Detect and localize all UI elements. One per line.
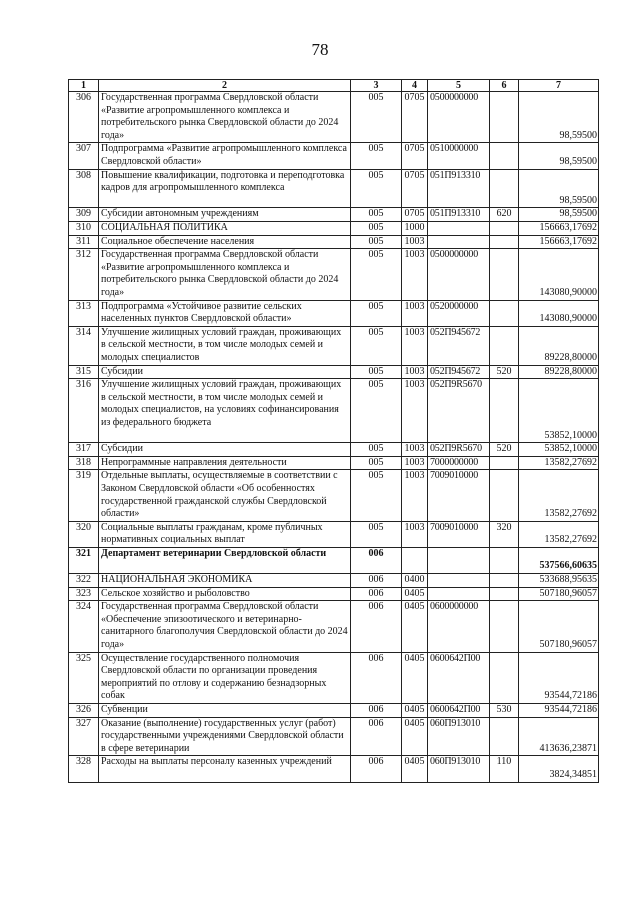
table-row [69, 235, 599, 249]
row-number: 315 [69, 365, 99, 379]
target-code: 051П913310 [428, 169, 490, 208]
row-number: 321 [69, 547, 99, 573]
expense-type-code: 520 [490, 443, 519, 457]
row-name: Повышение квалификации, подготовка и переподготовка кадров для агропромышленного комплекса [99, 169, 351, 208]
ministry-code: 005 [351, 92, 402, 143]
section-code: 0705 [402, 92, 428, 143]
target-code: 060П913010 [428, 717, 490, 756]
row-number: 327 [69, 717, 99, 756]
row-number: 309 [69, 208, 99, 222]
column-header-1: 1 [69, 80, 99, 92]
header-row [69, 80, 599, 92]
row-number: 326 [69, 704, 99, 718]
expense-type-code [490, 92, 519, 143]
row-name: Осуществление государственного полномочия Свердловской области по организации проведения мероприятий по отлову и содержанию безнадзорных собак [99, 652, 351, 703]
expense-type-code [490, 470, 519, 521]
amount: 53852,10000 [519, 443, 599, 457]
row-name: Оказание (выполнение) государственных услуг (работ) государственными учреждениями Свердловской области в сфере ветеринарии [99, 717, 351, 756]
ministry-code: 006 [351, 587, 402, 601]
amount: 13582,27692 [519, 521, 599, 547]
row-name: Субсидии автономным учреждениям [99, 208, 351, 222]
table-row [69, 456, 599, 470]
table-row [69, 587, 599, 601]
table-row [69, 547, 599, 573]
section-code: 1003 [402, 470, 428, 521]
table-row [69, 92, 599, 143]
amount: 89228,80000 [519, 326, 599, 365]
target-code: 0510000000 [428, 143, 490, 169]
section-code: 1003 [402, 379, 428, 443]
amount: 413636,23871 [519, 717, 599, 756]
table-header [69, 80, 599, 92]
ministry-code: 005 [351, 379, 402, 443]
ministry-code: 005 [351, 208, 402, 222]
row-number: 323 [69, 587, 99, 601]
row-name: НАЦИОНАЛЬНАЯ ЭКОНОМИКА [99, 574, 351, 588]
table-body [69, 92, 599, 783]
target-code: 0500000000 [428, 92, 490, 143]
amount: 143080,90000 [519, 249, 599, 300]
target-code: 052П945672 [428, 365, 490, 379]
ministry-code: 006 [351, 574, 402, 588]
section-code: 1003 [402, 249, 428, 300]
amount: 533688,95635 [519, 574, 599, 588]
expense-type-code [490, 249, 519, 300]
expense-type-code [490, 652, 519, 703]
expense-type-code [490, 300, 519, 326]
column-header-5: 5 [428, 80, 490, 92]
row-name: Улучшение жилищных условий граждан, проживающих в сельской местности, в том числе молодых семей и молодых специалистов, на условиях софинансирования из федерального бюджета [99, 379, 351, 443]
ministry-code: 005 [351, 221, 402, 235]
amount: 98,59500 [519, 143, 599, 169]
column-header-2: 2 [99, 80, 351, 92]
section-code: 1003 [402, 443, 428, 457]
row-name: СОЦИАЛЬНАЯ ПОЛИТИКА [99, 221, 351, 235]
expense-type-code [490, 143, 519, 169]
table-row [69, 521, 599, 547]
ministry-code: 005 [351, 300, 402, 326]
table-row [69, 574, 599, 588]
row-name: Социальные выплаты гражданам, кроме публичных нормативных социальных выплат [99, 521, 351, 547]
expense-type-code [490, 456, 519, 470]
page-number: 78 [311, 40, 329, 59]
target-code [428, 547, 490, 573]
amount: 98,59500 [519, 208, 599, 222]
table-row [69, 470, 599, 521]
ministry-code: 005 [351, 249, 402, 300]
expense-type-code [490, 601, 519, 652]
table-row [69, 169, 599, 208]
expense-type-code [490, 379, 519, 443]
amount: 93544,72186 [519, 652, 599, 703]
table-row [69, 208, 599, 222]
ministry-code: 005 [351, 365, 402, 379]
target-code: 051П913310 [428, 208, 490, 222]
table-row [69, 365, 599, 379]
target-code: 0600642П00 [428, 704, 490, 718]
table-row [69, 601, 599, 652]
table-row [69, 652, 599, 703]
table-row [69, 443, 599, 457]
ministry-code: 006 [351, 704, 402, 718]
row-name: Департамент ветеринарии Свердловской области [99, 547, 351, 573]
amount: 143080,90000 [519, 300, 599, 326]
ministry-code: 006 [351, 601, 402, 652]
row-number: 310 [69, 221, 99, 235]
row-name: Улучшение жилищных условий граждан, проживающих в сельской местности, в том числе молодых семей и молодых специалистов [99, 326, 351, 365]
ministry-code: 005 [351, 235, 402, 249]
target-code: 0600642П00 [428, 652, 490, 703]
target-code: 0500000000 [428, 249, 490, 300]
table-row [69, 221, 599, 235]
section-code: 0405 [402, 717, 428, 756]
expense-type-code: 620 [490, 208, 519, 222]
expense-type-code [490, 547, 519, 573]
target-code [428, 587, 490, 601]
section-code: 0400 [402, 574, 428, 588]
ministry-code: 006 [351, 756, 402, 782]
row-number: 319 [69, 470, 99, 521]
expense-type-code: 320 [490, 521, 519, 547]
amount: 53852,10000 [519, 379, 599, 443]
row-number: 312 [69, 249, 99, 300]
row-name: Государственная программа Свердловской области «Развитие агропромышленного комплекса и потребительского рынка Свердловской области до 2024 года» [99, 92, 351, 143]
ministry-code: 005 [351, 521, 402, 547]
row-number: 325 [69, 652, 99, 703]
table-row [69, 249, 599, 300]
section-code: 0405 [402, 652, 428, 703]
target-code: 052П9R5670 [428, 443, 490, 457]
ministry-code: 006 [351, 717, 402, 756]
section-code: 1003 [402, 456, 428, 470]
amount: 13582,27692 [519, 470, 599, 521]
expense-type-code [490, 221, 519, 235]
row-name: Подпрограмма «Устойчивое развитие сельских населенных пунктов Свердловской области» [99, 300, 351, 326]
table-row [69, 717, 599, 756]
row-name: Отдельные выплаты, осуществляемые в соответствии с Законом Свердловской области «Об особенностях государственной гражданской службы Свердловской области» [99, 470, 351, 521]
target-code: 052П9R5670 [428, 379, 490, 443]
expense-type-code [490, 574, 519, 588]
row-name: Сельское хозяйство и рыболовство [99, 587, 351, 601]
section-code: 0705 [402, 143, 428, 169]
section-code: 1003 [402, 300, 428, 326]
row-number: 320 [69, 521, 99, 547]
row-number: 317 [69, 443, 99, 457]
row-name: Субсидии [99, 365, 351, 379]
target-code: 0600000000 [428, 601, 490, 652]
target-code: 7009010000 [428, 470, 490, 521]
expense-type-code [490, 587, 519, 601]
section-code: 0705 [402, 208, 428, 222]
amount: 507180,96057 [519, 587, 599, 601]
section-code: 0405 [402, 704, 428, 718]
column-header-4: 4 [402, 80, 428, 92]
expense-type-code: 530 [490, 704, 519, 718]
table-row [69, 379, 599, 443]
target-code: 052П945672 [428, 326, 490, 365]
ministry-code: 005 [351, 169, 402, 208]
table-row [69, 704, 599, 718]
column-header-3: 3 [351, 80, 402, 92]
budget-table [68, 79, 599, 783]
row-number: 316 [69, 379, 99, 443]
target-code: 060П913010 [428, 756, 490, 782]
row-number: 308 [69, 169, 99, 208]
section-code: 1003 [402, 521, 428, 547]
amount: 3824,34851 [519, 756, 599, 782]
table-row [69, 300, 599, 326]
row-number: 314 [69, 326, 99, 365]
amount: 537566,60635 [519, 547, 599, 573]
row-number: 328 [69, 756, 99, 782]
target-code: 0520000000 [428, 300, 490, 326]
target-code: 7000000000 [428, 456, 490, 470]
section-code: 0405 [402, 756, 428, 782]
row-number: 324 [69, 601, 99, 652]
ministry-code: 005 [351, 470, 402, 521]
amount: 156663,17692 [519, 235, 599, 249]
row-number: 322 [69, 574, 99, 588]
row-name: Подпрограмма «Развитие агропромышленного комплекса Свердловской области» [99, 143, 351, 169]
row-name: Непрограммные направления деятельности [99, 456, 351, 470]
amount: 98,59500 [519, 92, 599, 143]
amount: 89228,80000 [519, 365, 599, 379]
target-code [428, 574, 490, 588]
table-row [69, 326, 599, 365]
row-name: Государственная программа Свердловской области «Развитие агропромышленного комплекса и потребительского рынка Свердловской области до 2024 года» [99, 249, 351, 300]
section-code: 1003 [402, 235, 428, 249]
expense-type-code: 110 [490, 756, 519, 782]
row-number: 307 [69, 143, 99, 169]
row-name: Социальное обеспечение населения [99, 235, 351, 249]
amount: 156663,17692 [519, 221, 599, 235]
ministry-code: 005 [351, 443, 402, 457]
expense-type-code [490, 326, 519, 365]
ministry-code: 006 [351, 652, 402, 703]
target-code: 7009010000 [428, 521, 490, 547]
section-code: 0705 [402, 169, 428, 208]
row-number: 311 [69, 235, 99, 249]
row-number: 313 [69, 300, 99, 326]
row-name: Расходы на выплаты персоналу казенных учреждений [99, 756, 351, 782]
expense-type-code [490, 235, 519, 249]
amount: 93544,72186 [519, 704, 599, 718]
ministry-code: 005 [351, 326, 402, 365]
amount: 98,59500 [519, 169, 599, 208]
target-code [428, 221, 490, 235]
amount: 13582,27692 [519, 456, 599, 470]
column-header-7: 7 [519, 80, 599, 92]
row-number: 306 [69, 92, 99, 143]
amount: 507180,96057 [519, 601, 599, 652]
row-name: Субвенции [99, 704, 351, 718]
row-name: Государственная программа Свердловской области «Обеспечение эпизоотического и ветеринарно-санитарного благополучия Свердловской области до 2024 года» [99, 601, 351, 652]
expense-type-code [490, 717, 519, 756]
section-code: 0405 [402, 601, 428, 652]
section-code: 0405 [402, 587, 428, 601]
table-row [69, 756, 599, 782]
row-name: Субсидии [99, 443, 351, 457]
ministry-code: 005 [351, 456, 402, 470]
expense-type-code [490, 169, 519, 208]
target-code [428, 235, 490, 249]
section-code [402, 547, 428, 573]
ministry-code: 005 [351, 143, 402, 169]
row-number: 318 [69, 456, 99, 470]
expense-type-code: 520 [490, 365, 519, 379]
section-code: 1003 [402, 365, 428, 379]
ministry-code: 006 [351, 547, 402, 573]
column-header-6: 6 [490, 80, 519, 92]
section-code: 1003 [402, 326, 428, 365]
section-code: 1000 [402, 221, 428, 235]
table-row [69, 143, 599, 169]
